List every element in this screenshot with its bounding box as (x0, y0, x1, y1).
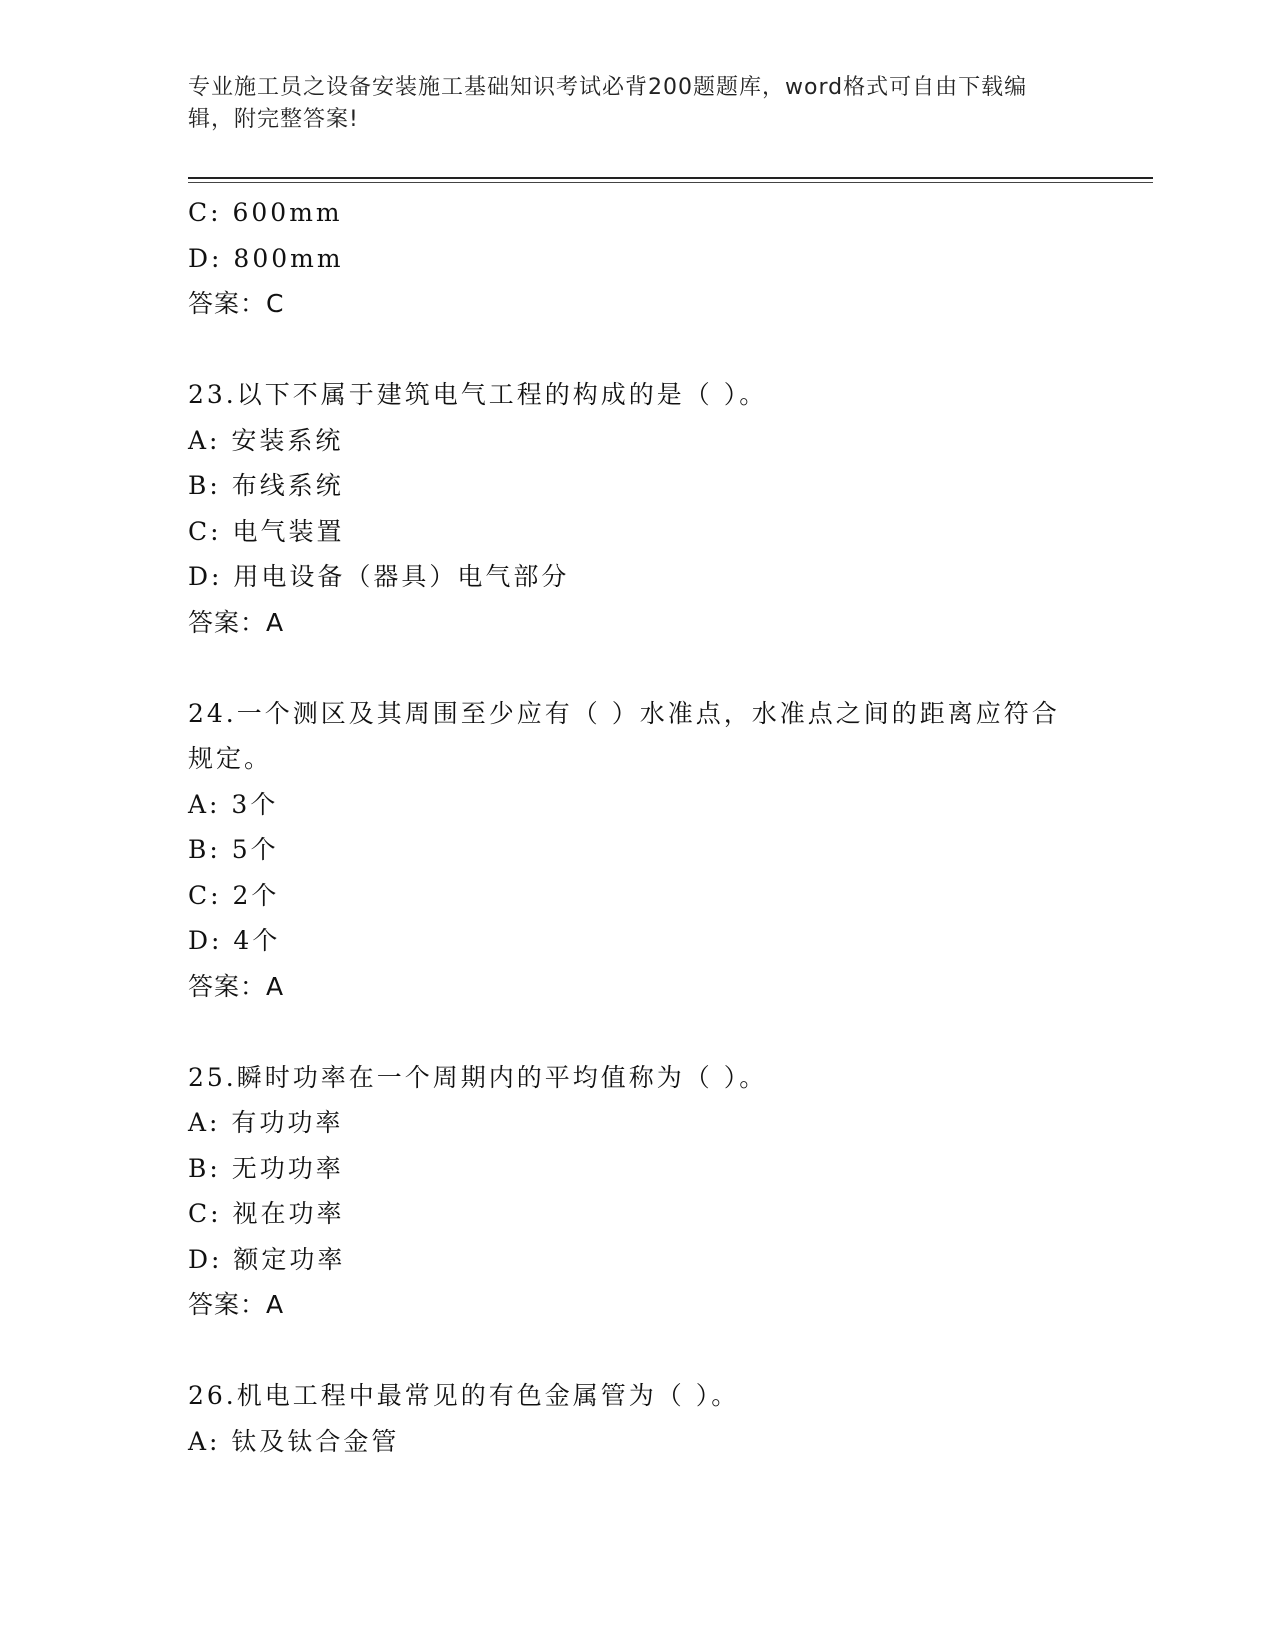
option-a: A: 钛及钛合金管 (188, 1426, 400, 1456)
option-b: B: 无功功率 (188, 1153, 344, 1183)
spacer (188, 645, 1068, 691)
option-d: D: 4个 (188, 926, 281, 955)
document-header: 专业施工员之设备安装施工基础知识考试必背200题题库，word格式可自由下载编辑，附完整答案! (188, 75, 1028, 132)
question-stem: 24.一个测区及其周围至少应有（ ）水准点，水准点之间的距离应符合规定。 (188, 698, 1060, 773)
option-d: D: 额定功率 (188, 1244, 346, 1274)
option-c: C: 视在功率 (188, 1199, 345, 1228)
option-c: C: 电气装置 (188, 516, 345, 546)
answer-line: 答案：A (188, 971, 285, 1001)
answer-line: 答案：C (188, 289, 285, 318)
answer-line: 答案：A (188, 607, 285, 637)
question-23 (188, 372, 1068, 645)
option-c: C: 600mm (188, 198, 343, 227)
spacer (188, 1009, 1068, 1055)
spacer (188, 1328, 1068, 1374)
option-a: A: 安装系统 (188, 425, 344, 455)
option-b: B: 布线系统 (188, 471, 344, 500)
spacer (188, 327, 1068, 373)
option-c: C: 2个 (188, 880, 280, 910)
question-26 (188, 1373, 1068, 1464)
question-25 (188, 1055, 1068, 1328)
header-divider-thick (188, 177, 1153, 179)
option-d: D: 800mm (188, 243, 344, 273)
option-d: D: 用电设备（器具）电气部分 (188, 562, 570, 591)
option-b: B: 5个 (188, 835, 279, 864)
answer-line: 答案：A (188, 1290, 285, 1319)
header-divider-thin (188, 182, 1153, 183)
question-list (188, 190, 1068, 1464)
question-24 (188, 691, 1068, 1010)
question-22-partial (188, 190, 1068, 327)
question-stem: 23.以下不属于建筑电气工程的构成的是（ ）。 (188, 380, 768, 409)
option-a: A: 3个 (188, 789, 279, 819)
option-a: A: 有功功率 (188, 1108, 344, 1137)
question-stem: 26.机电工程中最常见的有色金属管为（ ）。 (188, 1381, 740, 1410)
question-stem: 25.瞬时功率在一个周期内的平均值称为（ ）。 (188, 1062, 768, 1092)
